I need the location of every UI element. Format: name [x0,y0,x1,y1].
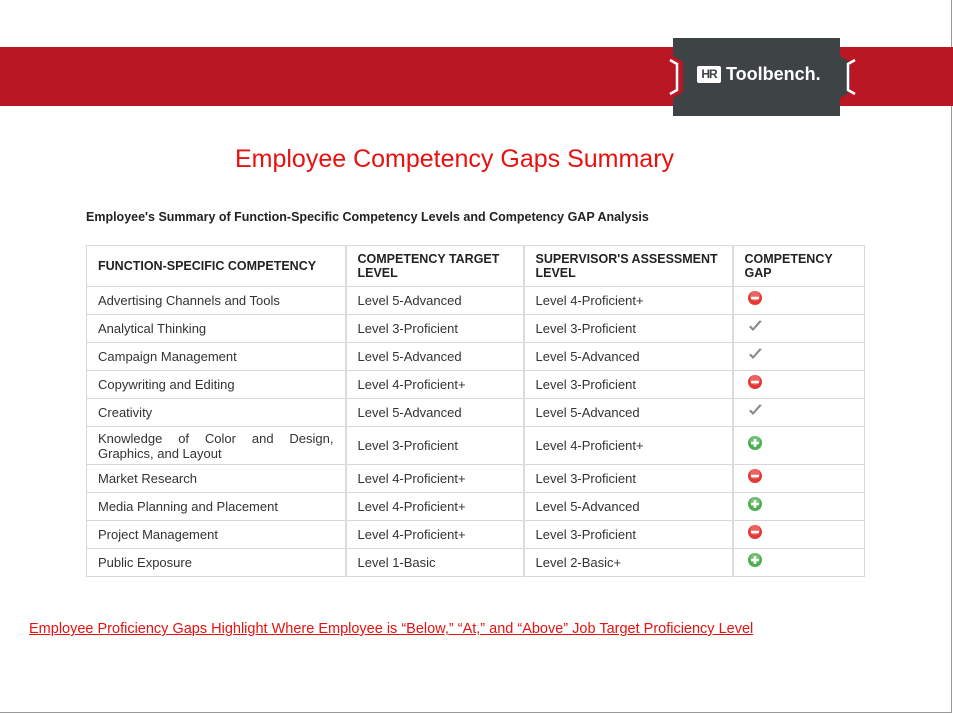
table-row [87,371,865,399]
gap-cell [733,287,865,315]
hr-mark-icon: HR [697,66,721,83]
table-row [87,287,865,315]
check-icon [747,346,763,362]
assessment-level-cell: Level 2-Basic+ [524,549,733,577]
assessment-level-cell: Level 4-Proficient+ [524,427,733,465]
column-header-gap: COMPETENCY GAP [733,246,865,287]
table-caption: Employee's Summary of Function-Specific Competency Levels and Competency GAP Analysis [86,210,649,224]
assessment-level-cell: Level 3-Proficient [524,315,733,343]
competency-cell: Knowledge of Color and Design, Graphics, and Layout [87,427,346,465]
table-row [87,399,865,427]
competency-cell: Project Management [87,521,346,549]
column-header-assessment-level: SUPERVISOR'S ASSESSMENT LEVEL [524,246,733,287]
minus-icon [747,468,763,484]
target-level-cell: Level 5-Advanced [346,287,524,315]
gap-cell [733,465,865,493]
column-header-competency: FUNCTION-SPECIFIC COMPETENCY [87,246,346,287]
assessment-level-cell: Level 3-Proficient [524,521,733,549]
gap-cell [733,399,865,427]
assessment-level-cell: Level 4-Proficient+ [524,287,733,315]
table-row [87,549,865,577]
table-row [87,521,865,549]
table-row [87,493,865,521]
gap-cell [733,521,865,549]
table-row [87,315,865,343]
column-header-target-level: COMPETENCY TARGET LEVEL [346,246,524,287]
assessment-level-cell: Level 3-Proficient [524,465,733,493]
target-level-cell: Level 5-Advanced [346,399,524,427]
footer-link[interactable]: Employee Proficiency Gaps Highlight Where Employee is “Below,” “At,” and “Above” Job Target Proficiency Level [29,621,754,637]
table-row [87,465,865,493]
assessment-level-cell: Level 3-Proficient [524,371,733,399]
minus-icon [747,374,763,390]
gap-cell [733,549,865,577]
target-level-cell: Level 5-Advanced [346,343,524,371]
competency-cell: Copywriting and Editing [87,371,346,399]
gap-cell [733,343,865,371]
competency-cell: Media Planning and Placement [87,493,346,521]
target-level-cell: Level 4-Proficient+ [346,493,524,521]
brand-logo [668,36,858,118]
minus-icon [747,524,763,540]
competency-cell: Creativity [87,399,346,427]
assessment-level-cell: Level 5-Advanced [524,493,733,521]
check-icon [747,402,763,418]
table-row [87,343,865,371]
assessment-level-cell: Level 5-Advanced [524,399,733,427]
target-level-cell: Level 1-Basic [346,549,524,577]
target-level-cell: Level 4-Proficient+ [346,465,524,493]
competency-cell: Market Research [87,465,346,493]
plus-icon [747,552,763,568]
gap-cell [733,315,865,343]
table-header-row [87,246,865,287]
gap-cell [733,371,865,399]
target-level-cell: Level 4-Proficient+ [346,521,524,549]
target-level-cell: Level 3-Proficient [346,427,524,465]
gap-cell [733,427,865,465]
table-row [87,427,865,465]
target-level-cell: Level 4-Proficient+ [346,371,524,399]
brand-name: Toolbench. [726,64,821,84]
plus-icon [747,496,763,512]
minus-icon [747,290,763,306]
page-title: Employee Competency Gaps Summary [234,145,675,173]
check-icon [747,318,763,334]
competency-cell: Public Exposure [87,549,346,577]
gap-cell [733,493,865,521]
target-level-cell: Level 3-Proficient [346,315,524,343]
competency-cell: Analytical Thinking [87,315,346,343]
competency-cell: Advertising Channels and Tools [87,287,346,315]
competency-gap-table [86,245,865,577]
assessment-level-cell: Level 5-Advanced [524,343,733,371]
competency-cell: Campaign Management [87,343,346,371]
plus-icon [747,435,763,451]
